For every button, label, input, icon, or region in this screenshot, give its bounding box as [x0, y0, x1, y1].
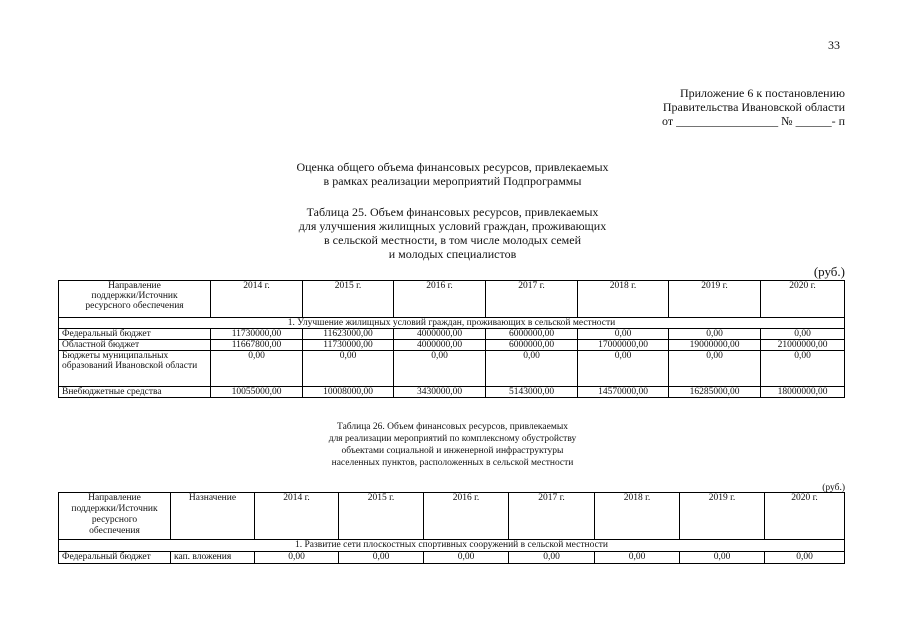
table-cell: 0,00: [255, 552, 339, 564]
table-26-title-line: Таблица 26. Объем финансовых ресурсов, привлекаемых: [337, 422, 568, 432]
table-cell: 14570000,00: [578, 387, 669, 398]
table-26-header-year: 2015 г.: [339, 493, 424, 540]
table-row: [59, 351, 845, 387]
row-purpose: кап. вложения: [171, 552, 255, 564]
table-cell: 21000000,00: [761, 340, 845, 351]
table-cell: 11730000,00: [303, 340, 394, 351]
table-26-section: 1. Развитие сети плоскостных спортивных сооружений в сельской местности: [59, 540, 845, 552]
table-cell: 19000000,00: [669, 340, 761, 351]
table-26: [58, 492, 845, 564]
table-26-title-line: объектами социальной и инженерной инфраструктуры: [341, 446, 564, 456]
table-cell: 0,00: [578, 329, 669, 340]
table-cell: 0,00: [761, 351, 845, 387]
table-25-title: [0, 205, 905, 261]
row-label: Федеральный бюджет: [59, 552, 171, 564]
header-text: Направление: [108, 281, 161, 291]
table-25-title-line: для улучшения жилищных условий граждан, проживающих: [298, 219, 607, 233]
header-text: обеспечения: [89, 526, 140, 536]
table-cell: 11667800,00: [211, 340, 303, 351]
header-text: ресурсного: [91, 515, 138, 525]
row-label: Бюджеты муниципальных образований Ивановской области: [59, 351, 211, 387]
table-25-header-year: 2015 г.: [303, 281, 394, 318]
table-row: [59, 387, 845, 398]
table-cell: 0,00: [339, 552, 424, 564]
table-cell: 0,00: [211, 351, 303, 387]
row-label: Областной бюджет: [59, 340, 211, 351]
table-cell: 0,00: [761, 329, 845, 340]
table-cell: 3430000,00: [394, 387, 486, 398]
table-26-section-row: [59, 540, 845, 552]
table-26-header-year: 2018 г.: [595, 493, 680, 540]
header-text: ресурсного обеспечения: [85, 301, 184, 311]
table-cell: 17000000,00: [578, 340, 669, 351]
table-cell: 11623000,00: [303, 329, 394, 340]
table-row: [59, 329, 845, 340]
table-26-header-purpose: Назначение: [171, 493, 255, 540]
table-cell: 0,00: [669, 351, 761, 387]
table-cell: 0,00: [578, 351, 669, 387]
table-cell: 0,00: [680, 552, 765, 564]
table-cell: 4000000,00: [394, 340, 486, 351]
table-cell: 10008000,00: [303, 387, 394, 398]
header-text: поддержки/Источник: [91, 291, 178, 301]
header-text: поддержки/Источник: [71, 504, 158, 514]
section-heading: [0, 160, 905, 188]
appendix-line-1: Приложение 6 к постановлению: [679, 86, 845, 100]
table-26-title-line: для реализации мероприятий по комплексному обустройству: [328, 434, 577, 444]
table-cell: 0,00: [509, 552, 595, 564]
table-26-header-year: 2019 г.: [680, 493, 765, 540]
row-label: Внебюджетные средства: [59, 387, 211, 398]
heading-line-1: Оценка общего объема финансовых ресурсов, привлекаемых: [296, 160, 609, 174]
table-cell: 0,00: [765, 552, 845, 564]
table-cell: 6000000,00: [486, 329, 578, 340]
table-25-section-row: [59, 318, 845, 329]
table-25-header-year: 2019 г.: [669, 281, 761, 318]
table-25-header-year: 2016 г.: [394, 281, 486, 318]
table-25-title-line: и молодых специалистов: [388, 247, 517, 261]
page-number: 33: [828, 38, 840, 52]
appendix-note: [662, 86, 845, 128]
table-26-title: [0, 421, 905, 469]
table-26-header-source: [59, 493, 171, 540]
table-cell: 11730000,00: [211, 329, 303, 340]
table-cell: 10055000,00: [211, 387, 303, 398]
table-row: [59, 340, 845, 351]
table-25-title-line: Таблица 25. Объем финансовых ресурсов, привлекаемых: [306, 205, 599, 219]
table-cell: 0,00: [595, 552, 680, 564]
header-text: Направление: [88, 493, 141, 503]
table-25-header-row: [59, 281, 845, 318]
table-26-header-year: 2017 г.: [509, 493, 595, 540]
table-row: [59, 552, 845, 564]
table-25-header-year: 2020 г.: [761, 281, 845, 318]
table-cell: 6000000,00: [486, 340, 578, 351]
table-cell: 0,00: [424, 552, 509, 564]
table-25: [58, 280, 845, 398]
table-25-unit: (руб.): [813, 264, 845, 279]
table-cell: 18000000,00: [761, 387, 845, 398]
table-25-header-year: 2017 г.: [486, 281, 578, 318]
table-26-unit: (руб.): [822, 483, 845, 493]
table-25-header-year: 2018 г.: [578, 281, 669, 318]
table-cell: 0,00: [486, 351, 578, 387]
table-cell: 16285000,00: [669, 387, 761, 398]
table-cell: 0,00: [394, 351, 486, 387]
appendix-line-3: от _________________ № ______- п: [662, 114, 845, 128]
table-26-title-line: населенных пунктов, расположенных в сельской местности: [331, 458, 574, 468]
table-26-header-year: 2020 г.: [765, 493, 845, 540]
heading-line-2: в рамках реализации мероприятий Подпрограммы: [323, 174, 582, 188]
table-26-header-row: [59, 493, 845, 540]
table-25-header-source: [59, 281, 211, 318]
table-cell: 5143000,00: [486, 387, 578, 398]
table-25-header-year: 2014 г.: [211, 281, 303, 318]
table-cell: 4000000,00: [394, 329, 486, 340]
table-cell: 0,00: [669, 329, 761, 340]
row-label: Федеральный бюджет: [59, 329, 211, 340]
table-cell: 0,00: [303, 351, 394, 387]
table-25-title-line: в сельской местности, в том числе молодых семей: [324, 233, 581, 247]
table-25-section: 1. Улучшение жилищных условий граждан, проживающих в сельской местности: [59, 318, 845, 329]
appendix-line-2: Правительства Ивановской области: [662, 100, 845, 114]
table-26-header-year: 2014 г.: [255, 493, 339, 540]
table-26-header-year: 2016 г.: [424, 493, 509, 540]
